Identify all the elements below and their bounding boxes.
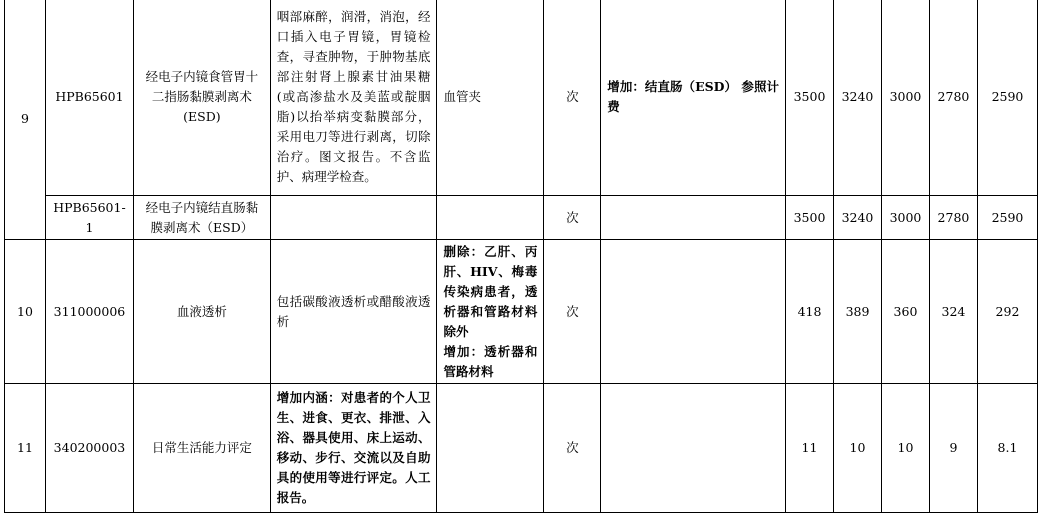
price-4: 9 [929,384,977,513]
item-code: HPB65601 [45,0,133,196]
item-content [270,196,437,240]
unit: 次 [544,384,601,513]
price-1: 11 [786,384,834,513]
item-name: 经电子内镜结直肠黏膜剥离术（ESD） [133,196,270,240]
price-5: 2590 [977,196,1037,240]
price-4: 2780 [929,196,977,240]
price-5: 2590 [977,0,1037,196]
price-2: 3240 [834,0,882,196]
price-1: 3500 [786,196,834,240]
price-2: 389 [834,240,882,384]
item-name: 经电子内镜食管胃十二指肠黏膜剥离术(ESD) [133,0,270,196]
excluded-content [437,384,544,513]
price-2: 3240 [834,196,882,240]
price-table [4,0,1038,513]
excluded-content: 血管夹 [437,0,544,196]
price-5: 292 [977,240,1037,384]
item-code: HPB65601-1 [45,196,133,240]
price-1: 3500 [786,0,834,196]
unit: 次 [544,0,601,196]
item-name: 血液透析 [133,240,270,384]
price-2: 10 [834,384,882,513]
price-3: 360 [881,240,929,384]
price-4: 2780 [929,0,977,196]
row-seq: 11 [5,384,46,513]
table-row [5,240,1038,384]
price-5: 8.1 [977,384,1037,513]
item-content: 咽部麻醉，润滑，消泡，经口插入电子胃镜，胃镜检查，寻查肿物，于肿物基底部注射肾上腺素甘油果糖(或高渗盐水及美蓝或靛胭脂)以抬举病变黏膜部分，采用电刀等进行剥离，切除治疗。图文报告。不含监护、病理学检查。 [270,0,437,196]
table-row [5,384,1038,513]
item-code: 340200003 [45,384,133,513]
note [601,240,786,384]
price-3: 3000 [881,196,929,240]
price-3: 3000 [881,0,929,196]
note [601,384,786,513]
table-row [5,0,1038,196]
unit: 次 [544,240,601,384]
price-3: 10 [881,384,929,513]
excluded-content: 删除：乙肝、丙肝、HIV、梅毒传染病患者，透析器和管路材料除外 增加：透析器和管路材料 [437,240,544,384]
excluded-content [437,196,544,240]
item-content: 增加内涵：对患者的个人卫生、进食、更衣、排泄、入浴、器具使用、床上运动、移动、步行、交流以及自助具的使用等进行评定。人工报告。 [270,384,437,513]
price-1: 418 [786,240,834,384]
table-row [5,196,1038,240]
note: 增加：结直肠（ESD） 参照计费 [601,0,786,196]
row-seq: 10 [5,240,46,384]
price-4: 324 [929,240,977,384]
item-code: 311000006 [45,240,133,384]
item-content: 包括碳酸液透析或醋酸液透析 [270,240,437,384]
item-name: 日常生活能力评定 [133,384,270,513]
row-seq: 9 [5,0,46,240]
note [601,196,786,240]
unit: 次 [544,196,601,240]
